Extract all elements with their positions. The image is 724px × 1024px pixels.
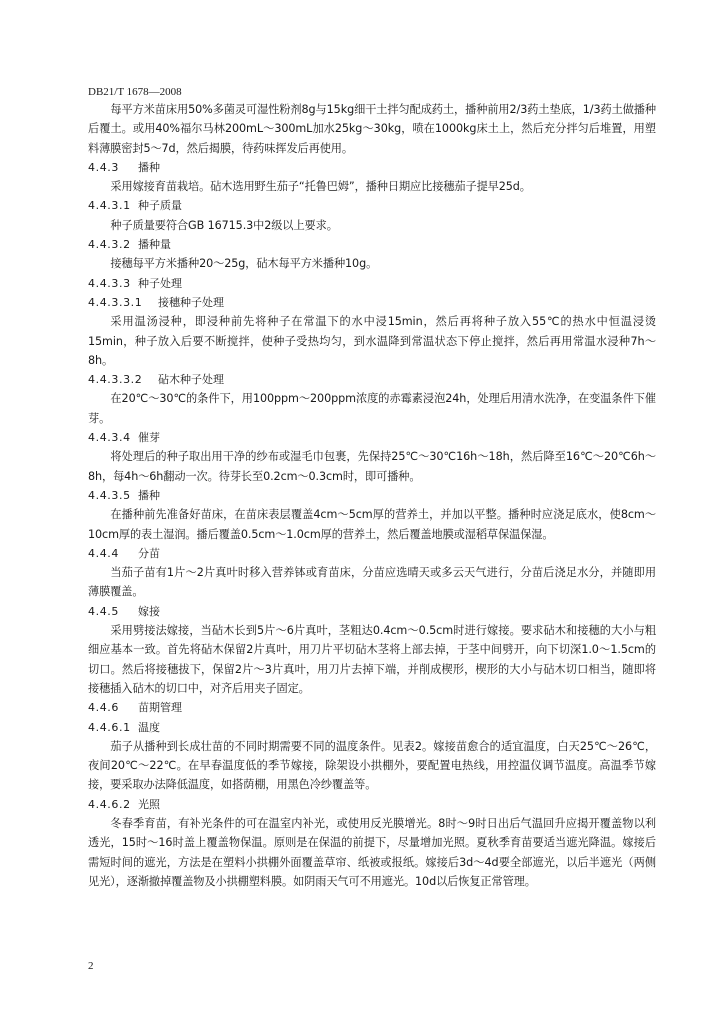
section-number: 4.4.3.1	[88, 199, 131, 213]
section-title: 种子质量	[138, 199, 182, 213]
section-number: 4.4.6	[88, 701, 119, 715]
section-title: 温度	[138, 720, 160, 734]
section-number: 4.4.3.3.2	[88, 373, 143, 387]
paragraph: 在20℃～30℃的条件下，用100ppm～200ppm浓度的赤霉素浸泡24h，处理后用清水洗净，在变温条件下催芽。	[88, 392, 656, 425]
section-number: 4.4.3.2	[88, 238, 131, 252]
section-heading	[88, 602, 656, 621]
section-title: 播种	[138, 160, 160, 174]
paragraph: 将处理后的种子取出用干净的纱布或湿毛巾包裹，先保持25℃～30℃16h～18h，然后降至16℃～20℃6h～8h，每4h～6h翻动一次。待芽长至0.2cm～0.3cm时，即可播种。	[88, 450, 656, 483]
section-title: 播种	[138, 488, 160, 502]
standard-code-header: DB21/T 1678—2008	[88, 86, 182, 98]
section-heading	[88, 274, 656, 293]
section-heading	[88, 486, 656, 505]
section-title: 接穗种子处理	[158, 295, 224, 309]
section-heading	[88, 158, 656, 177]
section-title: 播种量	[138, 238, 171, 252]
paragraph: 冬春季育苗，有补光条件的可在温室内补光，或使用反光膜增光。8时～9时日出后气温回升应揭开覆盖物以利透光，15时～16时盖上覆盖物保温。原则是在保温的前提下，尽量增加光照。夏秋季育苗要适当遮光降温。嫁接后需短时间的遮光，方法是在塑料小拱棚外面覆盖草帘、纸被或报纸。嫁接后3d～4d要全部遮光，以后半遮光（两侧见光），逐渐撤掉覆盖物及小拱棚塑料膜。如阴雨天气可不用遮光。10d以后恢复正常管理。	[88, 816, 656, 888]
section-number: 4.4.6.1	[88, 720, 131, 734]
paragraph: 采用劈接法嫁接，当砧木长到5片～6片真叶，茎粗达0.4cm～0.5cm时进行嫁接。要求砧木和接穗的大小与粗细应基本一致。首先将砧木保留2片真叶，用刀片平切砧木茎将上部去掉，于茎中间劈开，向下切深1.0～1.5cm的切口。然后将接穗拔下，保留2片～3片真叶，用刀片去掉下端，并削成楔形，楔形的大小与砧木切口相当，随即将接穗插入砧木的切口中，对齐后用夹子固定。	[88, 624, 656, 695]
section-heading	[88, 428, 656, 447]
section-heading	[88, 235, 656, 254]
paragraph: 在播种前先准备好苗床，在苗床表层覆盖4cm～5cm厚的营养土，并加以平整。播种时应浇足底水，使8cm～10cm厚的表土湿润。播后覆盖0.5cm～1.0cm厚的营养土，然后覆盖地膜或湿稻草保温保湿。	[88, 508, 656, 541]
section-title: 砧木种子处理	[158, 373, 224, 387]
section-number: 4.4.3	[88, 160, 119, 174]
section-title: 光照	[138, 797, 160, 811]
section-heading	[88, 544, 656, 563]
paragraph: 接穗每平方米播种20～25g，砧木每平方米播种10g。	[110, 257, 378, 271]
section-number: 4.4.3.3	[88, 276, 131, 290]
paragraph: 茄子从播种到长成壮苗的不同时期需要不同的温度条件。见表2。嫁接苗愈合的适宜温度，白天25℃～26℃，夜间20℃～22℃。在早春温度低的季节嫁接，除架设小拱棚外，要配置电热线，用控温仪调节温度。高温季节嫁接，要采取办法降低温度，如搭荫棚，用黑色冷纱覆盖等。	[88, 739, 656, 792]
paragraph: 采用嫁接育苗栽培。砧木选用野生茄子“托鲁巴姆”，播种日期应比接穗茄子提早25d。	[110, 180, 531, 194]
section-title: 催芽	[138, 431, 160, 445]
section-number: 4.4.5	[88, 604, 119, 618]
paragraph: 当茄子苗有1片～2片真叶时移入营养钵或育苗床，分苗应选晴天或多云天气进行，分苗后浇足水分，并随即用薄膜覆盖。	[88, 566, 656, 599]
section-heading	[88, 196, 656, 215]
section-heading	[88, 698, 656, 717]
page-number: 2	[88, 960, 94, 972]
section-heading	[88, 795, 656, 814]
section-title: 嫁接	[138, 604, 160, 618]
section-heading	[88, 718, 656, 737]
section-number: 4.4.3.3.1	[88, 295, 143, 309]
section-number: 4.4.4	[88, 546, 119, 560]
paragraph: 每平方米苗床用50%多菌灵可湿性粉剂8g与15kg细干土拌匀配成药土，播种前用2/3药土垫底，1/3药土做播种后覆土。或用40%福尔马林200mL～300mL加水25kg～30kg，喷在1000kg床土上，然后充分拌匀后堆置，用塑料薄膜密封5～7d，然后揭膜，待药味挥发后再使用。	[88, 103, 656, 155]
paragraph: 种子质量要符合GB 16715.3中2级以上要求。	[110, 218, 338, 232]
paragraph: 采用温汤浸种，即浸种前先将种子在常温下的水中浸15min，然后再将种子放入55℃的热水中恒温浸烫15min，种子放入后要不断搅拌，使种子受热均匀，到水温降到常温状态下停止搅拌，然后再用常温水浸种7h～8h。	[88, 315, 656, 367]
section-number: 4.4.3.4	[88, 431, 131, 445]
section-title: 分苗	[138, 546, 160, 560]
section-heading	[88, 370, 656, 389]
section-title: 苗期管理	[138, 701, 182, 715]
section-number: 4.4.3.5	[88, 488, 131, 502]
section-heading	[88, 293, 656, 312]
section-title: 种子处理	[138, 276, 182, 290]
section-number: 4.4.6.2	[88, 797, 131, 811]
document-body	[88, 100, 656, 891]
